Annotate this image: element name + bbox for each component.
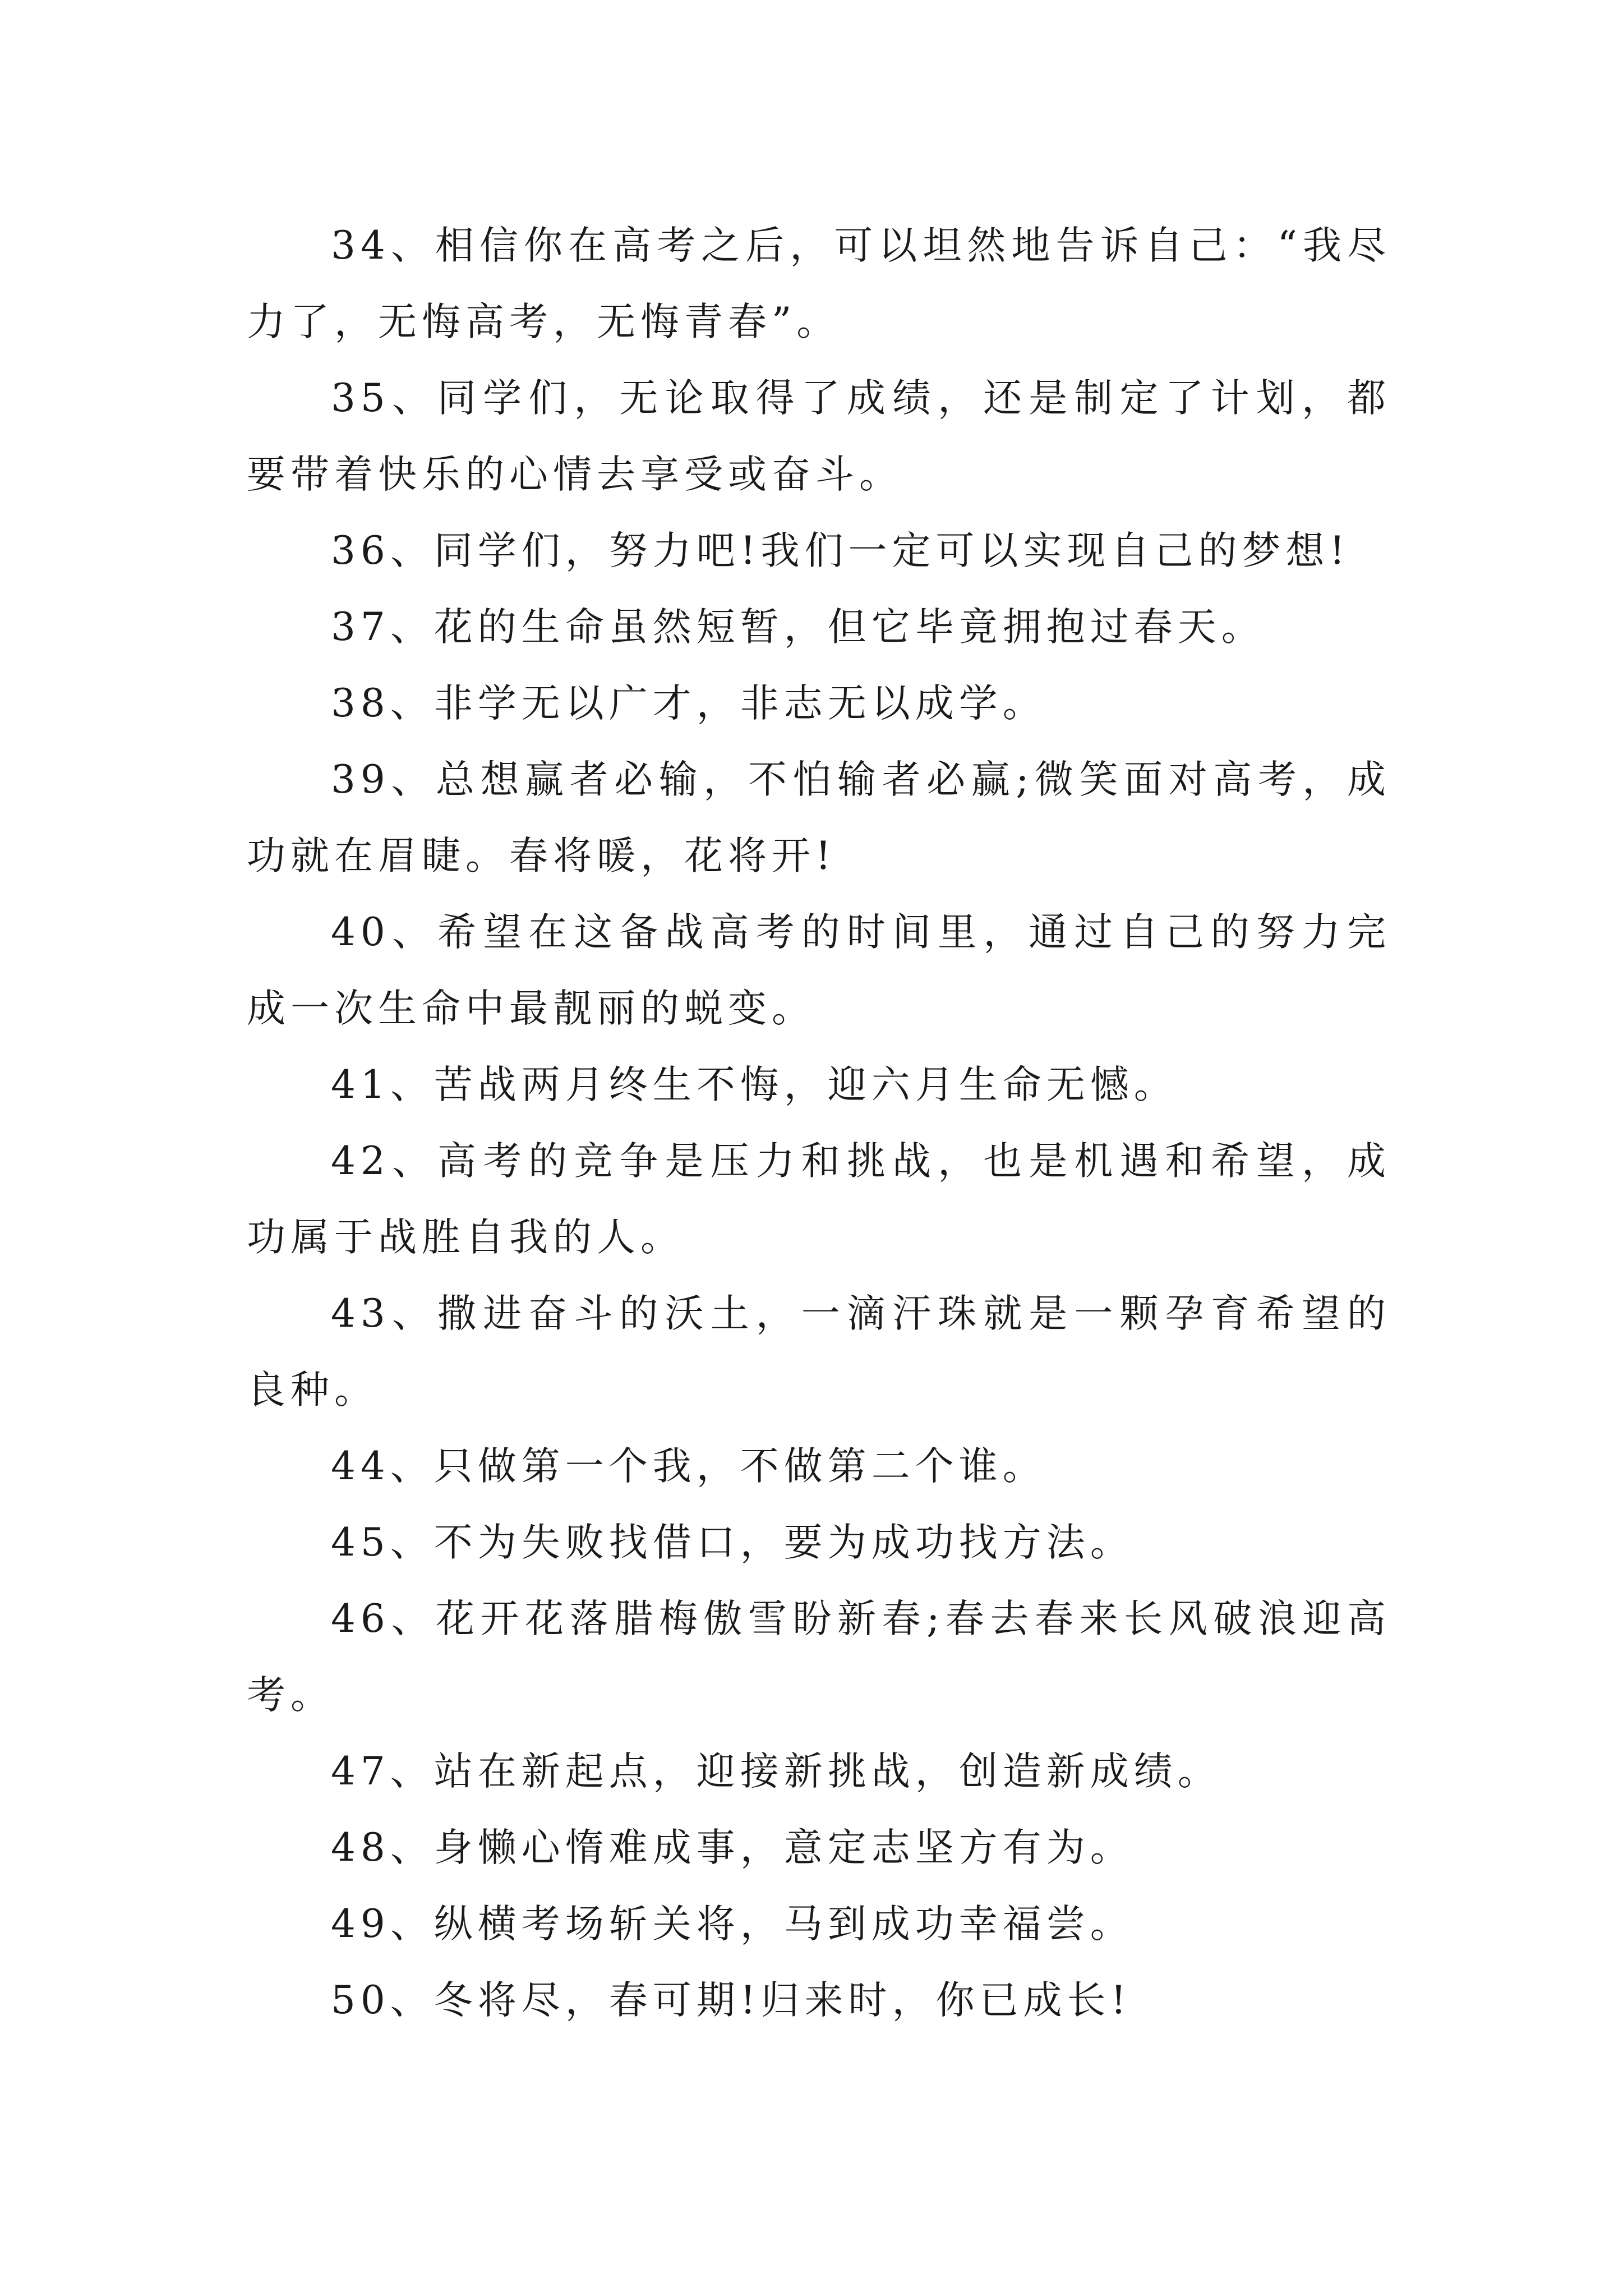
paragraph-44: 44、只做第一个我，不做第二个谁。	[331, 1444, 1046, 1489]
paragraph-42: 42、高考的竞争是压力和挑战，也是机遇和希望，成功属于战胜自我的人。	[247, 1139, 1391, 1260]
paragraph-46: 46、花开花落腊梅傲雪盼新春;春去春来长风破浪迎高考。	[247, 1596, 1391, 1718]
paragraph-50: 50、冬将尽，春可期!归来时，你已成长!	[331, 1978, 1132, 2023]
paragraph-41: 41、苦战两月终生不悔，迎六月生命无憾。	[331, 1062, 1178, 1107]
paragraph-36: 36、同学们，努力吧!我们一定可以实现自己的梦想!	[331, 528, 1350, 573]
paragraph-34: 34、相信你在高考之后，可以坦然地告诉自己：“我尽力了，无悔高考，无悔青春”。	[247, 223, 1391, 344]
paragraph-48: 48、身懒心惰难成事，意定志坚方有为。	[331, 1825, 1134, 1870]
paragraph-49: 49、纵横考场斩关将，马到成功幸福尝。	[331, 1902, 1134, 1947]
document-body	[247, 208, 1391, 2039]
paragraph-38: 38、非学无以广才，非志无以成学。	[331, 681, 1046, 726]
paragraph-43: 43、撒进奋斗的沃土，一滴汗珠就是一颗孕育希望的良种。	[247, 1291, 1391, 1412]
paragraph-45: 45、不为失败找借口，要为成功找方法。	[331, 1520, 1134, 1565]
paragraph-35: 35、同学们，无论取得了成绩，还是制定了计划，都要带着快乐的心情去享受或奋斗。	[247, 376, 1391, 497]
paragraph-40: 40、希望在这备战高考的时间里，通过自己的努力完成一次生命中最靓丽的蜕变。	[247, 910, 1391, 1031]
paragraph-47: 47、站在新起点，迎接新挑战，创造新成绩。	[331, 1749, 1221, 1794]
paragraph-39: 39、总想赢者必输，不怕输者必赢;微笑面对高考，成功就在眉睫。春将暖，花将开!	[247, 757, 1391, 878]
paragraph-37: 37、花的生命虽然短暂，但它毕竟拥抱过春天。	[331, 605, 1265, 650]
